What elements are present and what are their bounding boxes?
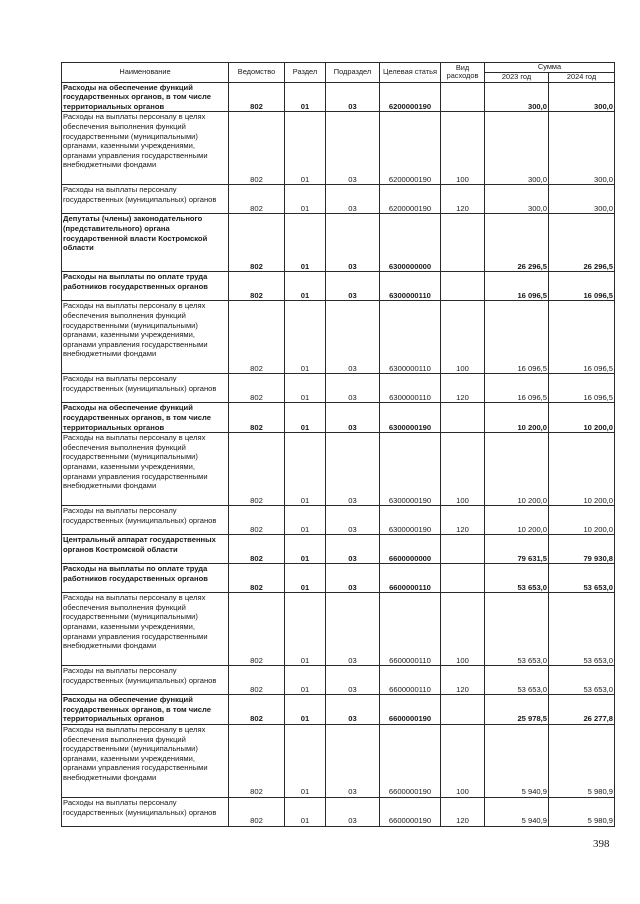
row-vid — [441, 272, 485, 301]
row-vid — [441, 403, 485, 433]
row-sum-2023: 5 940,9 — [485, 797, 549, 826]
row-target: 6300000110 — [380, 374, 441, 403]
row-vedomstvo: 802 — [229, 185, 285, 214]
row-razdel: 01 — [285, 797, 326, 826]
row-razdel: 01 — [285, 112, 326, 185]
row-name: Расходы на выплаты персоналу в целях обеспечения выполнения функций государственными (муниципальными) органами, казенными учреждениями, органами управления государственными внебюджетными фондами — [62, 593, 229, 666]
row-sum-2023: 16 096,5 — [485, 272, 549, 301]
table-row — [62, 82, 615, 112]
row-vedomstvo: 802 — [229, 433, 285, 506]
row-sum-2024: 10 200,0 — [549, 433, 615, 506]
row-sum-2023: 16 096,5 — [485, 301, 549, 374]
row-sum-2024: 16 096,5 — [549, 301, 615, 374]
row-target: 6600000190 — [380, 695, 441, 725]
row-vid: 120 — [441, 506, 485, 535]
row-sum-2024: 53 653,0 — [549, 564, 615, 593]
row-sum-2024: 26 277,8 — [549, 695, 615, 725]
row-vid — [441, 695, 485, 725]
table-row — [62, 185, 615, 214]
row-razdel: 01 — [285, 374, 326, 403]
table-row — [62, 403, 615, 433]
row-sum-2023: 300,0 — [485, 82, 549, 112]
row-vedomstvo: 802 — [229, 374, 285, 403]
row-sum-2023: 300,0 — [485, 112, 549, 185]
table-row — [62, 564, 615, 593]
row-name: Расходы на обеспечение функций государственных органов, в том числе территориальных органов — [62, 695, 229, 725]
row-razdel: 01 — [285, 564, 326, 593]
row-target: 6300000190 — [380, 403, 441, 433]
row-vid: 100 — [441, 433, 485, 506]
row-sum-2024: 26 296,5 — [549, 214, 615, 272]
table-row — [62, 301, 615, 374]
row-vid: 120 — [441, 797, 485, 826]
row-razdel: 01 — [285, 433, 326, 506]
row-podrazdel: 03 — [326, 593, 380, 666]
row-vedomstvo: 802 — [229, 724, 285, 797]
row-podrazdel: 03 — [326, 403, 380, 433]
table-row — [62, 535, 615, 564]
row-sum-2024: 300,0 — [549, 185, 615, 214]
row-sum-2024: 53 653,0 — [549, 593, 615, 666]
row-vedomstvo: 802 — [229, 666, 285, 695]
row-podrazdel: 03 — [326, 214, 380, 272]
header-razdel: Раздел — [285, 63, 326, 83]
row-podrazdel: 03 — [326, 185, 380, 214]
row-target: 6600000110 — [380, 593, 441, 666]
row-podrazdel: 03 — [326, 301, 380, 374]
row-podrazdel: 03 — [326, 724, 380, 797]
row-vid: 100 — [441, 301, 485, 374]
row-sum-2023: 26 296,5 — [485, 214, 549, 272]
row-razdel: 01 — [285, 272, 326, 301]
row-name: Расходы на выплаты персоналу в целях обеспечения выполнения функций государственными (муниципальными) органами, казенными учреждениями, органами управления государственными внебюджетными фондами — [62, 112, 229, 185]
row-razdel: 01 — [285, 214, 326, 272]
page-number: 398 — [593, 838, 610, 850]
row-name: Расходы на выплаты персоналу государственных (муниципальных) органов — [62, 666, 229, 695]
row-sum-2023: 5 940,9 — [485, 724, 549, 797]
row-name: Расходы на выплаты персоналу государственных (муниципальных) органов — [62, 185, 229, 214]
row-vid — [441, 82, 485, 112]
row-target: 6300000110 — [380, 272, 441, 301]
row-podrazdel: 03 — [326, 797, 380, 826]
row-razdel: 01 — [285, 535, 326, 564]
row-sum-2023: 10 200,0 — [485, 506, 549, 535]
table-row — [62, 214, 615, 272]
row-razdel: 01 — [285, 185, 326, 214]
row-podrazdel: 03 — [326, 433, 380, 506]
row-target: 6300000110 — [380, 301, 441, 374]
row-vedomstvo: 802 — [229, 403, 285, 433]
row-sum-2024: 79 930,8 — [549, 535, 615, 564]
row-target: 6200000190 — [380, 112, 441, 185]
header-target: Целевая статья — [380, 63, 441, 83]
table-row — [62, 112, 615, 185]
row-razdel: 01 — [285, 403, 326, 433]
row-target: 6600000000 — [380, 535, 441, 564]
row-vid: 120 — [441, 666, 485, 695]
row-target: 6300000000 — [380, 214, 441, 272]
row-target: 6600000190 — [380, 797, 441, 826]
row-podrazdel: 03 — [326, 272, 380, 301]
row-name: Расходы на выплаты персоналу государственных (муниципальных) органов — [62, 506, 229, 535]
row-sum-2024: 300,0 — [549, 112, 615, 185]
row-sum-2023: 10 200,0 — [485, 433, 549, 506]
row-vedomstvo: 802 — [229, 535, 285, 564]
row-sum-2024: 10 200,0 — [549, 403, 615, 433]
row-sum-2023: 300,0 — [485, 185, 549, 214]
row-name: Расходы на выплаты персоналу в целях обеспечения выполнения функций государственными (муниципальными) органами, казенными учреждениями, органами управления государственными внебюджетными фондами — [62, 433, 229, 506]
row-sum-2023: 79 631,5 — [485, 535, 549, 564]
row-vedomstvo: 802 — [229, 797, 285, 826]
header-vedomstvo: Ведомство — [229, 63, 285, 83]
table-row — [62, 666, 615, 695]
row-sum-2024: 53 653,0 — [549, 666, 615, 695]
header-name: Наименование — [62, 63, 229, 83]
row-razdel: 01 — [285, 593, 326, 666]
row-podrazdel: 03 — [326, 82, 380, 112]
row-vid: 100 — [441, 724, 485, 797]
row-vid — [441, 564, 485, 593]
row-sum-2024: 300,0 — [549, 82, 615, 112]
row-vedomstvo: 802 — [229, 506, 285, 535]
row-podrazdel: 03 — [326, 506, 380, 535]
row-target: 6600000110 — [380, 564, 441, 593]
header-vid: Вид расходов — [441, 63, 485, 83]
row-razdel: 01 — [285, 724, 326, 797]
row-sum-2023: 25 978,5 — [485, 695, 549, 725]
row-sum-2023: 53 653,0 — [485, 666, 549, 695]
row-vedomstvo: 802 — [229, 301, 285, 374]
row-vid: 120 — [441, 374, 485, 403]
budget-table-container — [61, 62, 615, 827]
row-name: Центральный аппарат государственных органов Костромской области — [62, 535, 229, 564]
row-vid: 120 — [441, 185, 485, 214]
header-2023: 2023 год — [485, 72, 549, 82]
table-header — [62, 63, 615, 83]
row-vid: 100 — [441, 112, 485, 185]
row-sum-2024: 5 980,9 — [549, 797, 615, 826]
row-name: Расходы на выплаты по оплате труда работников государственных органов — [62, 272, 229, 301]
row-name: Депутаты (члены) законодательного (представительного) органа государственной власти Костромской области — [62, 214, 229, 272]
row-podrazdel: 03 — [326, 666, 380, 695]
table-row — [62, 506, 615, 535]
row-name: Расходы на обеспечение функций государственных органов, в том числе территориальных органов — [62, 403, 229, 433]
budget-table — [61, 62, 615, 827]
row-sum-2024: 10 200,0 — [549, 506, 615, 535]
table-row — [62, 724, 615, 797]
row-target: 6200000190 — [380, 82, 441, 112]
row-razdel: 01 — [285, 666, 326, 695]
table-row — [62, 374, 615, 403]
row-sum-2023: 16 096,5 — [485, 374, 549, 403]
row-vid: 100 — [441, 593, 485, 666]
row-target: 6200000190 — [380, 185, 441, 214]
header-2024: 2024 год — [549, 72, 615, 82]
table-row — [62, 593, 615, 666]
row-vedomstvo: 802 — [229, 695, 285, 725]
row-podrazdel: 03 — [326, 535, 380, 564]
row-razdel: 01 — [285, 301, 326, 374]
row-name: Расходы на обеспечение функций государственных органов, в том числе территориальных органов — [62, 82, 229, 112]
row-target: 6600000190 — [380, 724, 441, 797]
row-sum-2024: 16 096,5 — [549, 272, 615, 301]
table-body — [62, 82, 615, 826]
row-razdel: 01 — [285, 695, 326, 725]
row-target: 6300000190 — [380, 433, 441, 506]
row-podrazdel: 03 — [326, 564, 380, 593]
row-name: Расходы на выплаты персоналу государственных (муниципальных) органов — [62, 797, 229, 826]
row-podrazdel: 03 — [326, 374, 380, 403]
row-sum-2023: 10 200,0 — [485, 403, 549, 433]
row-vedomstvo: 802 — [229, 272, 285, 301]
row-target: 6300000190 — [380, 506, 441, 535]
row-podrazdel: 03 — [326, 695, 380, 725]
row-target: 6600000110 — [380, 666, 441, 695]
row-vedomstvo: 802 — [229, 112, 285, 185]
row-vedomstvo: 802 — [229, 564, 285, 593]
row-sum-2024: 5 980,9 — [549, 724, 615, 797]
row-vedomstvo: 802 — [229, 593, 285, 666]
header-podrazdel: Подраздел — [326, 63, 380, 83]
table-row — [62, 272, 615, 301]
row-name: Расходы на выплаты по оплате труда работников государственных органов — [62, 564, 229, 593]
row-name: Расходы на выплаты персоналу в целях обеспечения выполнения функций государственными (муниципальными) органами, казенными учреждениями, органами управления государственными внебюджетными фондами — [62, 724, 229, 797]
row-razdel: 01 — [285, 82, 326, 112]
row-razdel: 01 — [285, 506, 326, 535]
table-row — [62, 797, 615, 826]
row-sum-2023: 53 653,0 — [485, 564, 549, 593]
row-podrazdel: 03 — [326, 112, 380, 185]
row-sum-2023: 53 653,0 — [485, 593, 549, 666]
row-name: Расходы на выплаты персоналу государственных (муниципальных) органов — [62, 374, 229, 403]
table-row — [62, 433, 615, 506]
row-vedomstvo: 802 — [229, 82, 285, 112]
row-name: Расходы на выплаты персоналу в целях обеспечения выполнения функций государственными (муниципальными) органами, казенными учреждениями, органами управления государственными внебюджетными фондами — [62, 301, 229, 374]
header-summa: Сумма — [485, 63, 615, 73]
row-vedomstvo: 802 — [229, 214, 285, 272]
row-vid — [441, 535, 485, 564]
row-vid — [441, 214, 485, 272]
table-row — [62, 695, 615, 725]
row-sum-2024: 16 096,5 — [549, 374, 615, 403]
